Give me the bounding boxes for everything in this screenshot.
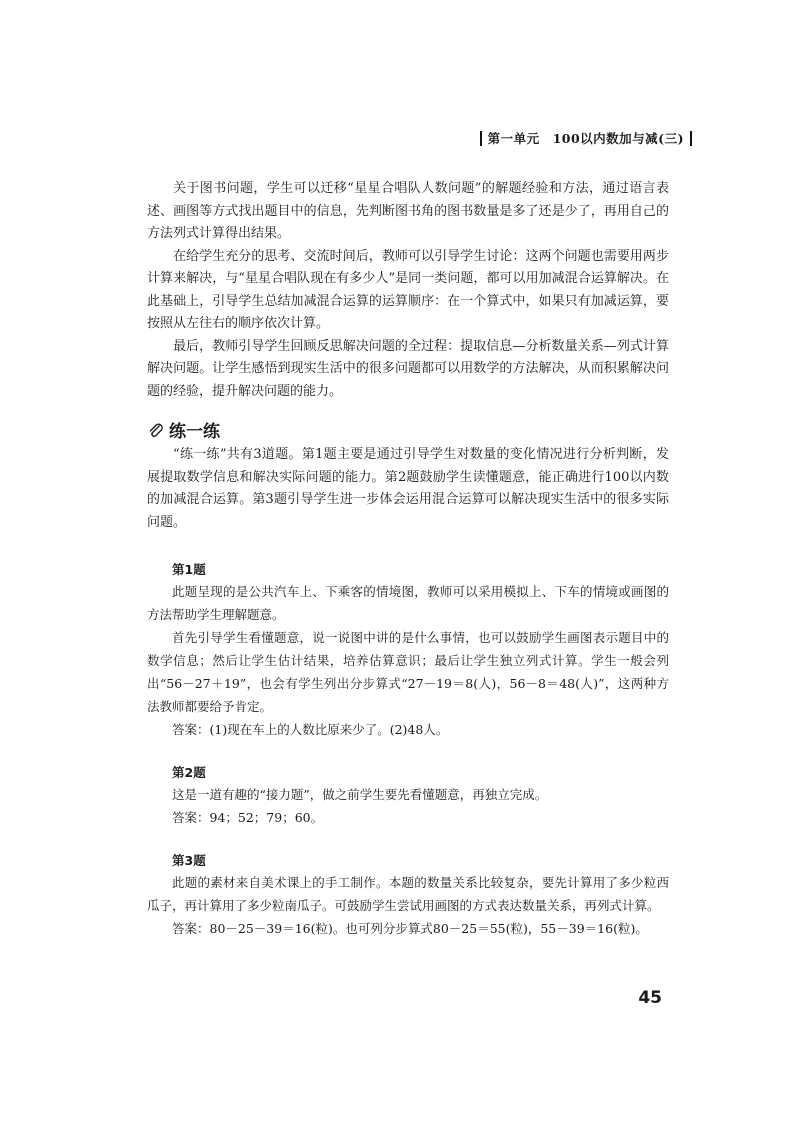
question-3-paragraph-1: 此题的素材来自美术课上的手工制作。本题的数量关系比较复杂，要先计算用了多少粒西瓜子，再计算用了多少粒南瓜子。可鼓励学生尝试用画图的方式表达数量关系，再列式计算。 xyxy=(147,875,669,913)
header-bar-left xyxy=(480,131,482,146)
running-header xyxy=(480,129,692,147)
question-3-title: 第3题 xyxy=(172,853,206,868)
intro-paragraph-2: 在给学生充分的思考、交流时间后，教师可以引导学生讨论：这两个问题也需要用两步计算来解决，与“星星合唱队现在有多少人”是同一类问题，都可以用加减混合运算解决。在此基础上，引导学生总结加减混合运算的运算顺序：在一个算式中，如果只有加减运算，要按照从左往右的顺序依次计算。 xyxy=(147,248,669,331)
question-2-title: 第2题 xyxy=(172,765,206,780)
page-content xyxy=(147,178,669,940)
section-title: 练一练 xyxy=(169,422,220,442)
page-number: 45 xyxy=(638,988,662,1008)
section-intro: “练一练”共有3道题。第1题主要是通过引导学生对数量的变化情况进行分析判断，发展提取数学信息和解决实际问题的能力。第2题鼓励学生读懂题意，能正确进行100以内数的加减混合运算。第3题引导学生进一步体会运用混合运算可以解决现实生活中的很多实际问题。 xyxy=(147,447,669,530)
question-2-paragraph-1: 这是一道有趣的“接力题”，做之前学生要先看懂题意，再独立完成。 xyxy=(172,787,548,802)
question-1-paragraph-1: 此题呈现的是公共汽车上、下乘客的情境图，教师可以采用模拟上、下车的情境或画图的方法帮助学生理解题意。 xyxy=(147,584,669,622)
paperclip-icon xyxy=(147,421,165,439)
question-1-paragraph-2: 首先引导学生看懂题意，说一说图中讲的是什么事情，也可以鼓励学生画图表示题目中的数学信息；然后让学生估计结果，培养估算意识；最后让学生独立列式计算。学生一般会列出“56－27＋19”，也会有学生列出分步算式“27－19＝8(人)，56－8＝48(人)”，这两种方法教师都要给予肯定。 xyxy=(147,630,669,714)
header-text: 第一单元 100以内数加与减(三) xyxy=(487,131,684,146)
question-3-answer: 答案：80－25－39＝16(粒)。也可列分步算式80－25＝55(粒)，55－39＝16(粒)。 xyxy=(172,921,648,936)
section-heading xyxy=(147,417,669,442)
header-bar-right xyxy=(690,131,692,146)
intro-paragraph-3: 最后，教师引导学生回顾反思解决问题的全过程：提取信息—分析数量关系—列式计算解决问题。让学生感悟到现实生活中的很多问题都可以用数学的方法解决，从而积累解决问题的经验，提升解决问题的能力。 xyxy=(147,338,669,399)
intro-paragraph-1: 关于图书问题，学生可以迁移“星星合唱队人数问题”的解题经验和方法，通过语言表述、画图等方式找出题目中的信息，先判断图书角的图书数量是多了还是少了，再用自己的方法列式计算得出结果。 xyxy=(147,181,669,241)
question-1-title: 第1题 xyxy=(172,562,206,577)
question-2-answer: 答案：94；52；79；60。 xyxy=(172,810,324,825)
question-1-answer: 答案：(1)现在车上的人数比原来少了。(2)48人。 xyxy=(172,722,449,737)
